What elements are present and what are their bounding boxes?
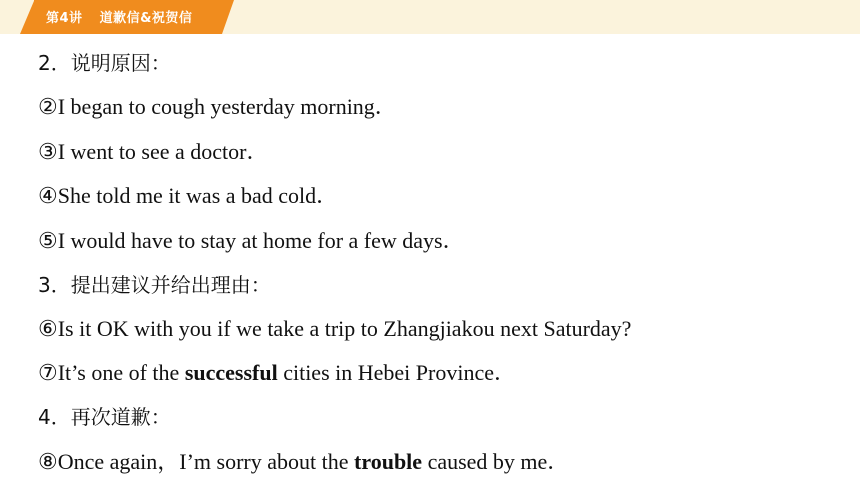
lesson-title	[46, 7, 192, 26]
sentence-8	[38, 449, 569, 475]
keyword-trouble: trouble	[354, 449, 423, 474]
sentence-5: ⑤I would have to stay at home for a few days．	[38, 228, 465, 253]
sentence-6: ⑥Is it OK with you if we take a trip to Zhangjiakou next Saturday?	[38, 316, 632, 341]
lesson-number: 第4讲	[46, 11, 83, 26]
lesson-topic: 道歉信&祝贺信	[99, 11, 193, 26]
sentence-7-start: ⑦It’s one of the	[38, 360, 185, 385]
heading-suggestion: 3．提出建议并给出理由：	[38, 273, 271, 297]
sentence-4: ④She told me it was a bad cold．	[38, 183, 339, 208]
sentence-7	[38, 360, 516, 386]
sentence-7-end: cities in Hebei Province．	[277, 360, 516, 385]
sentence-8-end: caused by me．	[422, 449, 570, 474]
sentence-8-start: ⑧Once again，I’m sorry about the	[38, 449, 355, 474]
sentence-3: ③I went to see a doctor．	[38, 139, 269, 164]
keyword-successful: successful	[184, 360, 278, 385]
heading-apologize-again: 4．再次道歉：	[38, 405, 171, 429]
heading-explain-reason: 2．说明原因：	[38, 51, 171, 75]
sentence-2: ②I began to cough yesterday morning．	[38, 94, 397, 119]
header-bar	[0, 0, 860, 34]
